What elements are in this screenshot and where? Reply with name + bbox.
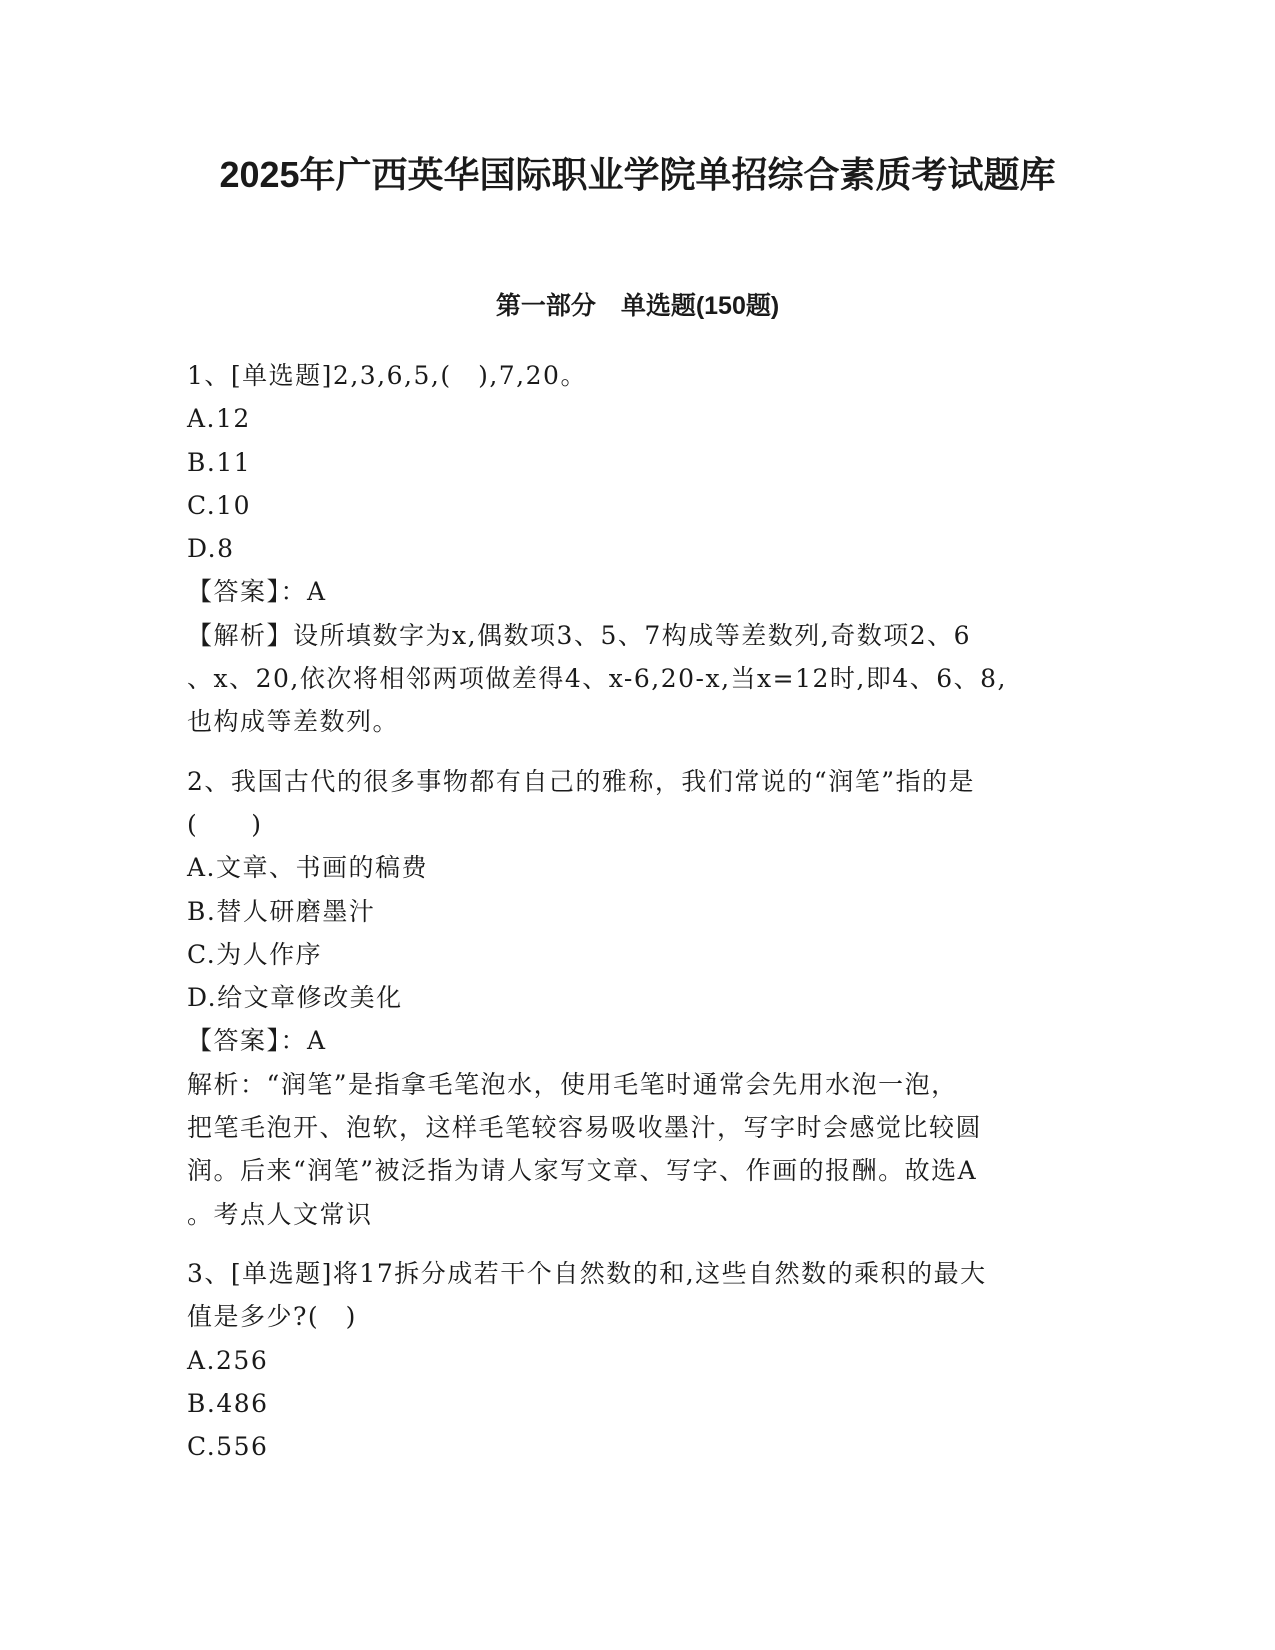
explanation-line: 、x、20,依次将相邻两项做差得4、x-6,20-x,当x=12时,即4、6、8, xyxy=(187,664,1007,694)
option-c: C.556 xyxy=(187,1432,269,1462)
question-2 xyxy=(187,760,1087,1236)
question-stem-line: 1、[单选题]2,3,6,5,( ),7,20。 xyxy=(187,361,587,390)
explanation-line: 解析：“润笔”是指拿毛笔泡水，使用毛笔时通常会先用水泡一泡， xyxy=(187,1069,958,1099)
question-stem-line: 3、[单选题]将17拆分成若干个自然数的和,这些自然数的乘积的最大 xyxy=(187,1258,987,1288)
option-c: C.10 xyxy=(187,490,251,520)
explanation-line: 把笔毛泡开、泡软，这样毛笔较容易吸收墨汁，写字时会感觉比较圆 xyxy=(187,1113,983,1143)
explanation-line: 也构成等差数列。 xyxy=(187,707,400,737)
option-c: C.为人作序 xyxy=(187,939,323,969)
question-1 xyxy=(187,354,1087,744)
question-3 xyxy=(187,1252,1087,1468)
question-list xyxy=(187,354,1087,1484)
question-stem-line: 2、我国古代的很多事物都有自己的雅称，我们常说的“润笔”指的是 xyxy=(187,766,975,796)
explanation-line: 。考点人文常识 xyxy=(187,1199,373,1229)
option-d: D.8 xyxy=(187,534,235,564)
question-stem-line: 值是多少?( ) xyxy=(187,1302,357,1332)
document-title: 2025年广西英华国际职业学院单招综合素质考试题库 xyxy=(219,154,1056,195)
section-title: 第一部分 单选题(150题) xyxy=(495,292,780,320)
option-b: B.11 xyxy=(187,447,252,477)
option-a: A.256 xyxy=(187,1345,269,1375)
option-d: D.给文章修改美化 xyxy=(187,983,403,1013)
answer-line: 【答案】：A xyxy=(187,577,327,607)
option-a: A.文章、书画的稿费 xyxy=(187,853,429,883)
option-b: B.486 xyxy=(187,1388,269,1418)
explanation-line: 润。后来“润笔”被泛指为请人家写文章、写字、作画的报酬。故选A xyxy=(187,1156,978,1186)
question-stem-line: ( ) xyxy=(187,809,263,839)
explanation-line: 【解析】设所填数字为x,偶数项3、5、7构成等差数列,奇数项2、6 xyxy=(187,620,972,650)
answer-line: 【答案】：A xyxy=(187,1026,327,1056)
option-b: B.替人研磨墨汁 xyxy=(187,896,376,926)
option-a: A.12 xyxy=(187,404,251,434)
